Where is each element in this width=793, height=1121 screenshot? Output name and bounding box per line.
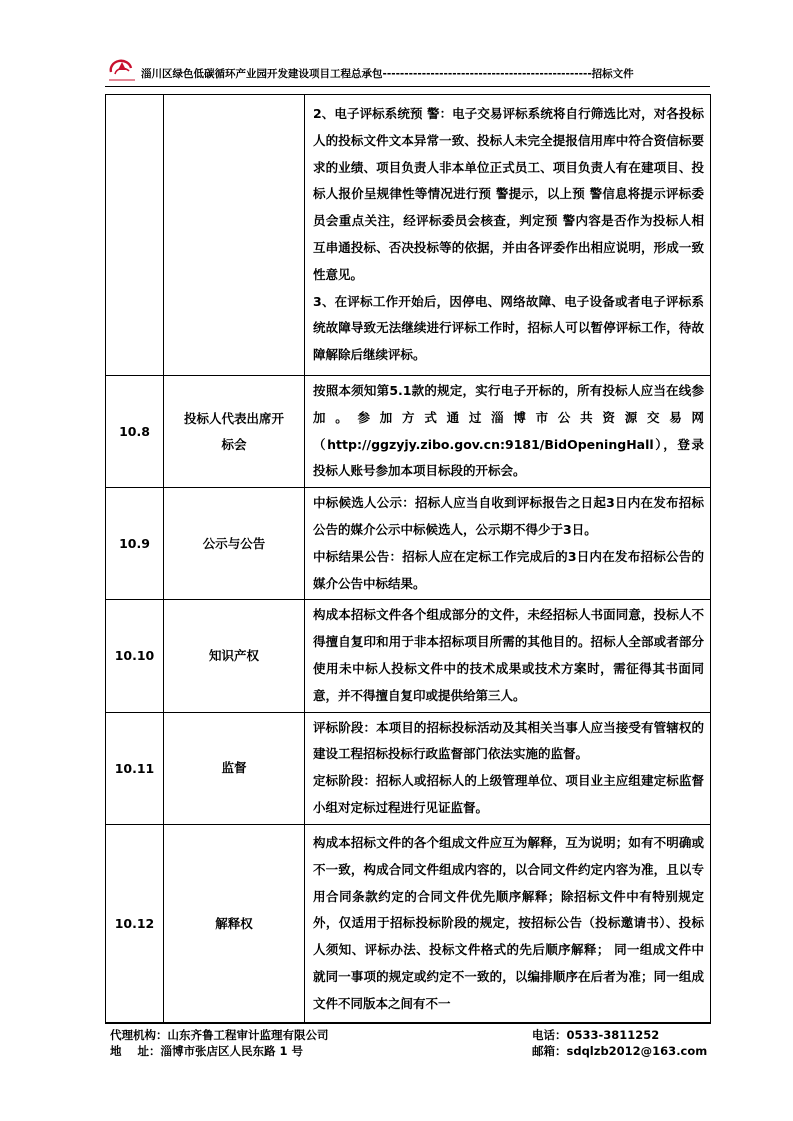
page-footer [110, 1027, 708, 1059]
header-divider [105, 86, 710, 87]
agency-name: 代理机构：山东齐鲁工程审计监理有限公司 [110, 1028, 329, 1042]
page-header [105, 58, 695, 88]
clause-paragraph: 按照本须知第5.1款的规定，实行电子开标的，所有投标人应当在线参加。参加方式通过淄博市公共资源交易网（http://ggzyjy.zibo.gov.cn:9181/BidOpeningHall），登录投标人账号参加本项目标段的开标会。 [313, 383, 704, 479]
table-row [106, 376, 711, 488]
clause-name: 监督 [164, 712, 305, 824]
agency-phone: 电话：0533-3811252 [532, 1028, 660, 1042]
clause-name [164, 95, 305, 376]
clause-name: 解释权 [164, 824, 305, 1023]
clause-content [305, 376, 711, 488]
clause-paragraph: 评标阶段：本项目的招标投标活动及其相关当事人应当接受有管辖权的建设工程招标投标行政监督部门依法实施的监督。 [313, 719, 704, 762]
clause-content [305, 600, 711, 712]
clause-number: 10.11 [106, 712, 164, 824]
clause-paragraph: 3、在评标工作开始后，因停电、网络故障、电子设备或者电子评标系统故障导致无法继续进行评标工作时，招标人可以暂停评标工作，待故障解除后继续评标。 [313, 293, 704, 363]
agency-address: 地 址：淄博市张店区人民东路 1 号 [110, 1044, 304, 1058]
document-title: 淄川区绿色低碳循环产业园开发建设项目工程总承包------------------------------------------------招标文件 [141, 68, 634, 80]
table-row [106, 712, 711, 824]
table-row [106, 600, 711, 712]
clause-number: 10.12 [106, 824, 164, 1023]
clause-number: 10.10 [106, 600, 164, 712]
clause-paragraph: 2、电子评标系统预 警：电子交易评标系统将自行筛选比对，对各投标人的投标文件文本异常一致、投标人未完全提报信用库中符合资信标要求的业绩、项目负责人非本单位正式员工、项目负责人有在建项目、投标人报价呈规律性等情况进行预 警提示，以上预 警信息将提示评标委员会重点关注，经评标委员会核查，判定预 警内容是否作为投标人相互串通投标、否决投标等的依据，并由各评委作出相应说明，形成一致性意见。 [313, 106, 704, 282]
clause-content [305, 95, 711, 376]
agency-email: 邮箱：sdqlzb2012@163.com [532, 1044, 708, 1058]
company-logo-icon [105, 58, 139, 84]
clause-name: 投标人代表出席开标会 [164, 376, 305, 488]
clause-number: 10.8 [106, 376, 164, 488]
clause-content [305, 712, 711, 824]
table-row [106, 95, 711, 376]
clause-paragraph: 中标结果公告：招标人应在定标工作完成后的3日内在发布招标公告的媒介公告中标结果。 [313, 548, 704, 591]
clause-name: 知识产权 [164, 600, 305, 712]
bidder-instructions-table [105, 94, 711, 1024]
clause-paragraph: 定标阶段：招标人或招标人的上级管理单位、项目业主应组建定标监督小组对定标过程进行见证监督。 [313, 773, 704, 815]
clause-paragraph: 构成本招标文件各个组成部分的文件，未经招标人书面同意，投标人不得擅自复印和用于非本招标项目所需的其他目的。招标人全部或者部分使用未中标人投标文件中的技术成果或技术方案时，需征得其书面同意，并不得擅自复印或提供给第三人。 [313, 607, 704, 703]
table-row [106, 824, 711, 1023]
table-row [106, 488, 711, 600]
clause-content [305, 824, 711, 1023]
footer-divider [105, 1022, 710, 1023]
clause-name: 公示与公告 [164, 488, 305, 600]
clause-paragraph: 中标候选人公示：招标人应当自收到评标报告之日起3日内在发布招标公告的媒介公示中标候选人，公示期不得少于3日。 [313, 495, 704, 537]
clause-content [305, 488, 711, 600]
clause-number [106, 95, 164, 376]
clause-paragraph: 构成本招标文件的各个组成文件应互为解释，互为说明；如有不明确或不一致，构成合同文件组成内容的，以合同文件约定内容为准，且以专用合同条款约定的合同文件优先顺序解释；除招标文件中有特别规定外，仅适用于招标投标阶段的规定，按招标公告（投标邀请书）、投标人须知、评标办法、投标文件格式的先后顺序解释； 同一组成文件中就同一事项的规定或约定不一致的，以编排顺序在后者为准；同一组成文件不同版本之间有不一 [313, 834, 704, 1011]
clause-number: 10.9 [106, 488, 164, 600]
